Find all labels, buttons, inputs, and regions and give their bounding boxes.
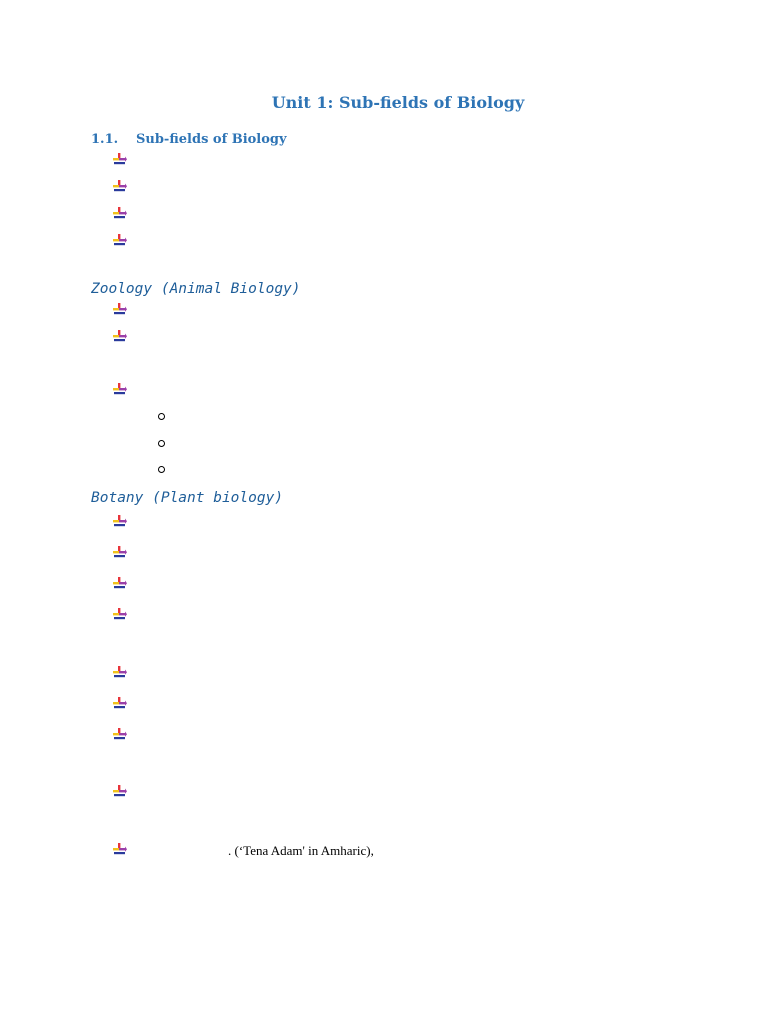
plus-arrow-bullet-icon: [113, 180, 127, 192]
plus-arrow-bullet-icon: [113, 330, 127, 342]
plus-arrow-bullet-icon: [113, 577, 127, 589]
plus-arrow-bullet-icon: [113, 515, 127, 527]
section-number: 1.1.: [91, 132, 119, 147]
plus-arrow-bullet-icon: [113, 608, 127, 620]
circle-bullet-icon: [158, 466, 165, 473]
plus-arrow-bullet-icon: [113, 697, 127, 709]
plus-arrow-bullet-icon: [113, 234, 127, 246]
circle-bullet-icon: [158, 413, 165, 420]
plus-arrow-bullet-icon: [113, 843, 127, 855]
unit-title: Unit 1: Sub-fields of Biology: [271, 93, 525, 112]
plus-arrow-bullet-icon: [113, 153, 127, 165]
zoology-heading: Zoology (Animal Biology): [91, 281, 301, 297]
tena-adam-text: . (‘Tena Adam' in Amharic),: [228, 843, 374, 858]
plus-arrow-bullet-icon: [113, 728, 127, 740]
plus-arrow-bullet-icon: [113, 303, 127, 315]
plus-arrow-bullet-icon: [113, 785, 127, 797]
plus-arrow-bullet-icon: [113, 666, 127, 678]
section-title: Sub-fields of Biology: [136, 132, 287, 147]
plus-arrow-bullet-icon: [113, 383, 127, 395]
plus-arrow-bullet-icon: [113, 207, 127, 219]
plus-arrow-bullet-icon: [113, 546, 127, 558]
circle-bullet-icon: [158, 440, 165, 447]
botany-heading: Botany (Plant biology): [91, 490, 284, 506]
